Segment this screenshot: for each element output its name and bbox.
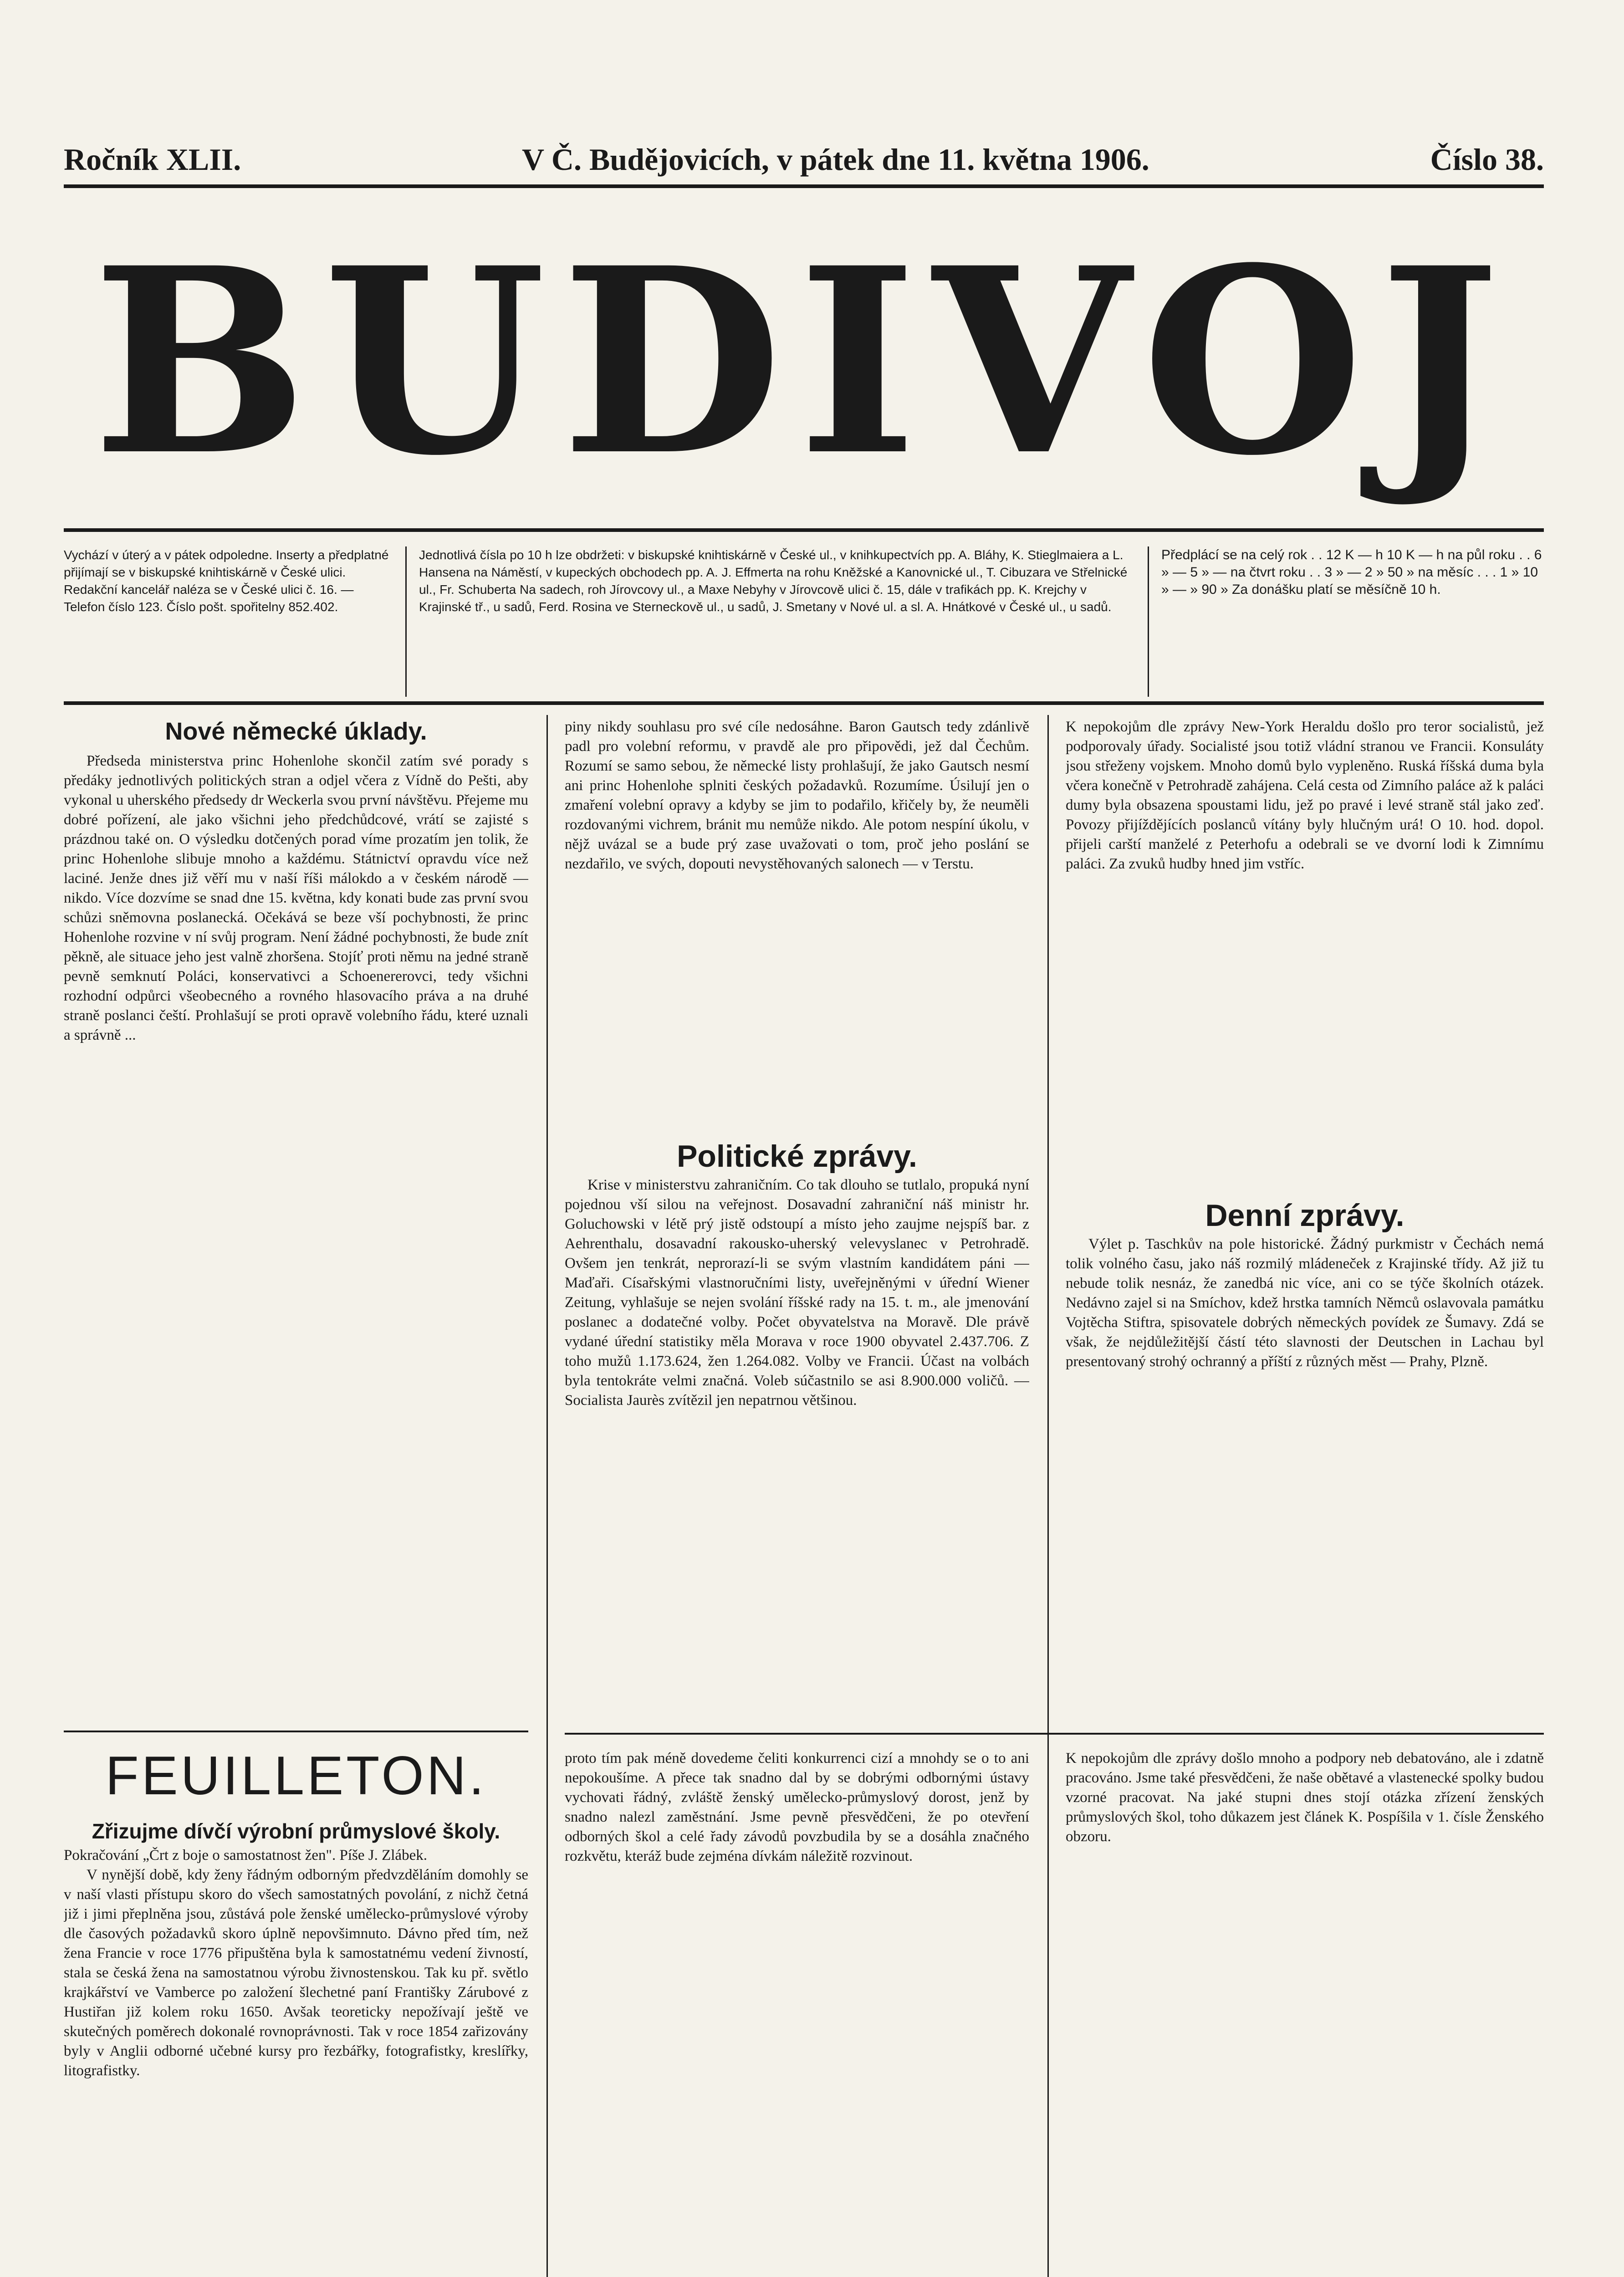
politics-body: Krise v ministerstvu zahraničním. Co tak dlouho se tutlalo, propuká nyní pojednou vší silou na veřejnost. Dosavadní zahraniční náš ministr hr. Goluchowski v létě prý jistě odstoupí a místo jeho zaujme nejspíš bar. z Aehrenthalu, dosavadní rakousko-uherský velevyslanec v Petrohradě. Ovšem jen tenkrát, neprorazí-li se svým vlastním kandidátem páni — Maďaři. Císařskými vlastnoručními listy, uveřejněnými v úřední Wiener Zeitung, vyhlašuje se nejen svolání říšské rady na 15. t. m., ale jmenování poslanec a dodatečné volby. Počet obyvatelstva na Moravě. Dle právě vydané úřední statistiky měla Morava v roce 1900 obyvatel 2.437.706. Z toho mužů 1.173.624, žen 1.264.082. Volby ve Francii. Účast na volbách byla tentokráte velmi značná. Voleb súčastnilo se asi 8.900.000 voličů. — Socialista Jaurès zvítězil jen nepatrnou většinou. (565, 1177, 1029, 1409)
article-heading: Nové německé úklady. (165, 718, 427, 745)
feuilleton-continuation-2: K nepokojům dle zprávy došlo mnoho a podpory neb debatováno, ale i zdatně pracováno. Jsme také přesvědčeni, že naše obětavé a vlastenecké spolky budou vzorné pracovat. Na jaké stupni dnes stojí otázka zřízení ženských průmyslových škol, toho důkazem jest článek K. Pospíšila v 1. čísle Ženského obzoru. (1066, 1750, 1544, 1845)
column-3-bottom (1066, 1749, 1544, 2277)
column-3-top (1066, 717, 1544, 1191)
subscription-prices: Předplácí se na celý rok . . 12 K — h 10 K — h na půl roku . . 6 » — 5 » — na čtvrt roku . . 3 » — 2 » 50 » na měsíc . . . 1 » 10 » — » 90 » Za donášku platí se měsíčně 10 h. (1161, 547, 1542, 597)
masthead-bottom-rule (64, 528, 1544, 532)
column-2-middle (565, 1138, 1029, 1731)
section-heading-politics: Politické zprávy. (677, 1139, 917, 1174)
column-divider (546, 715, 548, 2277)
volume-label: Ročník XLII. (64, 142, 241, 177)
lower-section-rule (565, 1733, 1544, 1735)
feuilleton-byline: Pokračování „Črt z boje o samostatnost žen". Píše J. Zlábek. (64, 1847, 427, 1863)
feuilleton-column (64, 1822, 528, 2277)
feuilleton-continuation: proto tím pak méně dovedeme čeliti konkurrenci cizí a mnohdy se o to ani nepokoušíme. A přece tak snadno dal by se dobrými odbornými ústavy vychovati řádný, zvláště ženský umělecko-průmyslový dorost, jenž by snadno nalezl zaměstnání. Jsme pevně přesvědčeni, že po otevření odborných škol a celé řady závodů povzbudila by se a dosáhla značného rozkvětu, kteráž bude zejména dívkám náležitě rozvinout. (565, 1750, 1029, 1864)
info-divider (1148, 546, 1149, 697)
feuilleton-title: FEUILLETON. (105, 1745, 487, 1806)
masthead-top-line (64, 137, 1544, 178)
top-rule (64, 184, 1544, 188)
article-continuation: piny nikdy souhlasu pro své cíle nedosáhne. Baron Gautsch tedy zdánlivě padl pro volební reformu, v pravdě ale pro připovědi, jež dal Čechům. Rozumí se samo sebou, že německé listy prohlašují, že jako Gautsch nesmí ani princ Hohenlohe splniti českých požadavků. Rozumíme. Úsilují jen o zmaření volební opravy a kdyby se jim to podařilo, křičely by, že neuměli rozdovanými vichrem, bránit mu nemůže nikdo. Ale potom nespíní úkolu, v nějž uvázal se a bude prý zase uvažovati o tom, proč jeho poslání se nezdařilo, ve svých, dopouti nevystěhovaných salonech — v Terstu. (565, 719, 1029, 872)
newspaper-title: BUDIVOJ (92, 212, 1516, 512)
news-continuation: K nepokojům dle zprávy New-York Heraldu došlo pro teror socialistů, jež podporovaly úřady. Socialisté jsou totiž vládní stranou ve Francii. Konsuláty jsou střeženy vojskem. Mnoho domů bylo vypleněno. Ruská říšská duma byla včera konečně v Petrohradě zahájena. Celá cesta od Zimního paláce až k paláci dumy byla obsazena spoustami lidu, jež po pravé i levé straně stál jako zeď. Povozy přijíždějících poslanců vítány byly hlučným urá! O 10. hod. dopol. přijeli carští manželé z Peterhofu a odebrali se ve dvorní lodi k Zimnímu paláci. Za zvuků hudby hned jim vstříc. (1066, 719, 1544, 872)
issue-number: Číslo 38. (1430, 142, 1544, 177)
info-bottom-rule (64, 701, 1544, 705)
article-body: Předseda ministerstva princ Hohenlohe skončil zatím své porady s předáky jednotlivých politických stran a odjel včera z Vídně do Pešti, aby vykonal u uherského předsedy dr Weckerla svou první návštěvu. Přejeme mu dobré pořízení, ale jako všichni jeho předchůdcové, vrátí se zajisté s prázdnou také on. O výsledku dotčených porad víme prozatím jen tolik, že princ Hohenlohe slibuje mnoho a každému. Státnictví opravdu více než laciné. Jenže dnes již věří mu v naší říši málokdo a v českém národě — nikdo. Více dozvíme se snad dne 15. května, kdy konati bude zas první svou schůzi sněmovna poslanecká. Očekává se beze vší pochybnosti, že princ Hohenlohe rozvine v ní svůj program. Není žádné pochybnosti, že bude znít pěkně, ale situace jeho jest valně zhoršena. Stojíť proti němu na jedné straně pevně semknutí Poláci, konservativci a Schoenererovci, tedy všichni rozhodní odpůrci všeobecného a rovného hlasovacího práva a na druhé straně poslanci čeští. Prohlašují se proti opravě volebního řádu, které uznali a správně ... (64, 753, 528, 1043)
daily-news-body: Výlet p. Taschkův na pole historické. Žádný purkmistr v Čechách nemá tolik volného času, jako náš rozmilý mládeneček z Krajinské třídy. Až již tu nebude tolik nesnáz, že zanedbá nic více, ani co se týče školních otázek. Nedávno zajel si na Smíchov, kdež hrstka tamních Němců oslavovala památku Vojtěcha Stiftra, spisovatele dobrých německých povídek ze Šumavy. Zdá se však, že nejdůležitější částí této slavnosti der Deutschen in Lachau byl presentovaný strohý ochranný a příští z různých měst — Prahy, Plzně. (1066, 1236, 1544, 1370)
section-heading-daily-news: Denní zprávy. (1205, 1198, 1404, 1233)
column-3-middle (1066, 1198, 1544, 1731)
publication-info: Vychází v úterý a v pátek odpoledne. Inserty a předplatné přijímají se v biskupské knihtiskárně v České ulici. Redakční kancelář naléza se v České ulici č. 16. — Telefon číslo 123. Číslo pošt. spořitelny 852.402. (64, 548, 389, 614)
column-2-top (565, 717, 1029, 1141)
feuilleton-body: V nynější době, kdy ženy řádným odborným předvzděláním domohly se v naší vlasti přístupu skoro do všech samostatných povolání, z nichž četná již i jimi přeplněna jsou, zůstává pole ženské umělecko-průmyslové výroby dle časových požadavků skoro úplně nepovšimnuto. Dávno před tím, než žena Francie v roce 1776 připuštěna byla k samostatnému vedení živností, stala se česká žena na samostatnou výrobu živnostenskou. Tak ku př. světlo krajkářství ve Vamberce po založení šlechetné paní Františky Zárubové z Hustiřan již kolem roku 1650. Avšak teoreticky nepožívají ještě ve skutečných poměrech dokonalé rovnoprávnosti. Tak v roce 1854 zařizovány byly v Anglii odborné učebné kursy pro řezbářky, fotografistky, kreslířky, litografistky. (64, 1867, 528, 2079)
distribution-info: Jednotlivá čísla po 10 h lze obdržeti: v biskupské knihtiskárně v České ul., v knihkupectvích pp. A. Bláhy, K. Stieglmaiera a L. Hansena na Náměstí, v kupeckých obchodech pp. A. J. Effmerta na rohu Kněžské a Kanovnické ul., T. Cibuzara ve Střelnické ul., Fr. Schuberta Na sadech, roh Jírovcovy ul., a Maxe Nebyhy v Jírovcově ulici č. 15, dále v trafikách pp. K. Krejchy v Krajinské tř., u sadů, Ferd. Rosina ve Sterneckově ul., u sadů, J. Smetany v Nové ul. a sl. A. Hnátkové v České ul., u sadů. (419, 548, 1128, 614)
dateline: V Č. Budějovicích, v pátek dne 11. května 1906. (522, 142, 1149, 177)
newspaper-page (64, 137, 1544, 2277)
column-1 (64, 717, 528, 1737)
info-divider (405, 546, 407, 697)
feuilleton-subtitle: Zřizujme dívčí výrobní průmyslové školy. (92, 1822, 500, 1843)
column-2-bottom (565, 1749, 1029, 2277)
column-divider (1047, 715, 1049, 2277)
feuilleton-rule (64, 1731, 528, 1732)
